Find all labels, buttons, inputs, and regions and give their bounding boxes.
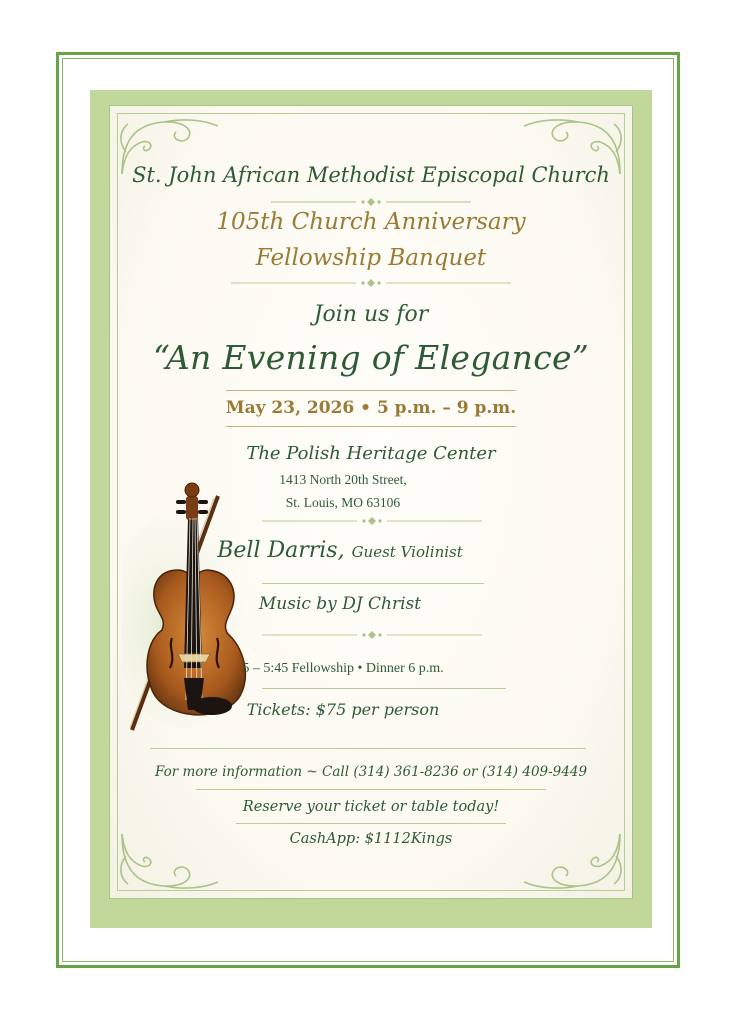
event-date-time: May 23, 2026 • 5 p.m. – 9 p.m. [225,398,517,418]
guest-name: Bell Darris, [217,538,345,563]
divider-line [150,748,586,749]
event-title: “An Evening of Elegance” [152,338,589,377]
anniversary-title: 105th Church Anniversary [216,209,526,235]
contact-info: For more information ~ Call (314) 361-8236 or (314) 409-9449 [154,764,588,780]
church-name: St. John African Methodist Episcopal Church [132,163,610,187]
divider-ornament [231,279,511,287]
dj-music: Music by DJ Christ [258,594,422,614]
reserve-text: Reserve your ticket or table today! [242,799,500,815]
join-us-text: Join us for [313,302,429,327]
guest-violinist [150,538,530,563]
schedule-times: 5 – 5:45 Fellowship • Dinner 6 p.m. [242,661,444,676]
cashapp-handle: CashApp: $1112Kings [289,831,453,847]
divider-ornament [271,198,471,206]
divider-line [262,688,506,689]
divider-line [236,823,506,824]
venue-name: The Polish Heritage Center [246,443,496,464]
divider-line [196,789,546,790]
divider-line [262,583,484,584]
ticket-price: Tickets: $75 per person [246,700,440,719]
banquet-title: Fellowship Banquet [255,245,487,271]
divider-line [226,390,516,391]
guest-role: Guest Violinist [351,543,463,561]
divider-ornament [262,517,482,525]
divider-line [226,426,516,427]
venue-address-line2: St. Louis, MO 63106 [285,495,401,510]
divider-ornament [262,631,482,639]
venue-address-line1: 1413 North 20th Street, [279,472,407,487]
